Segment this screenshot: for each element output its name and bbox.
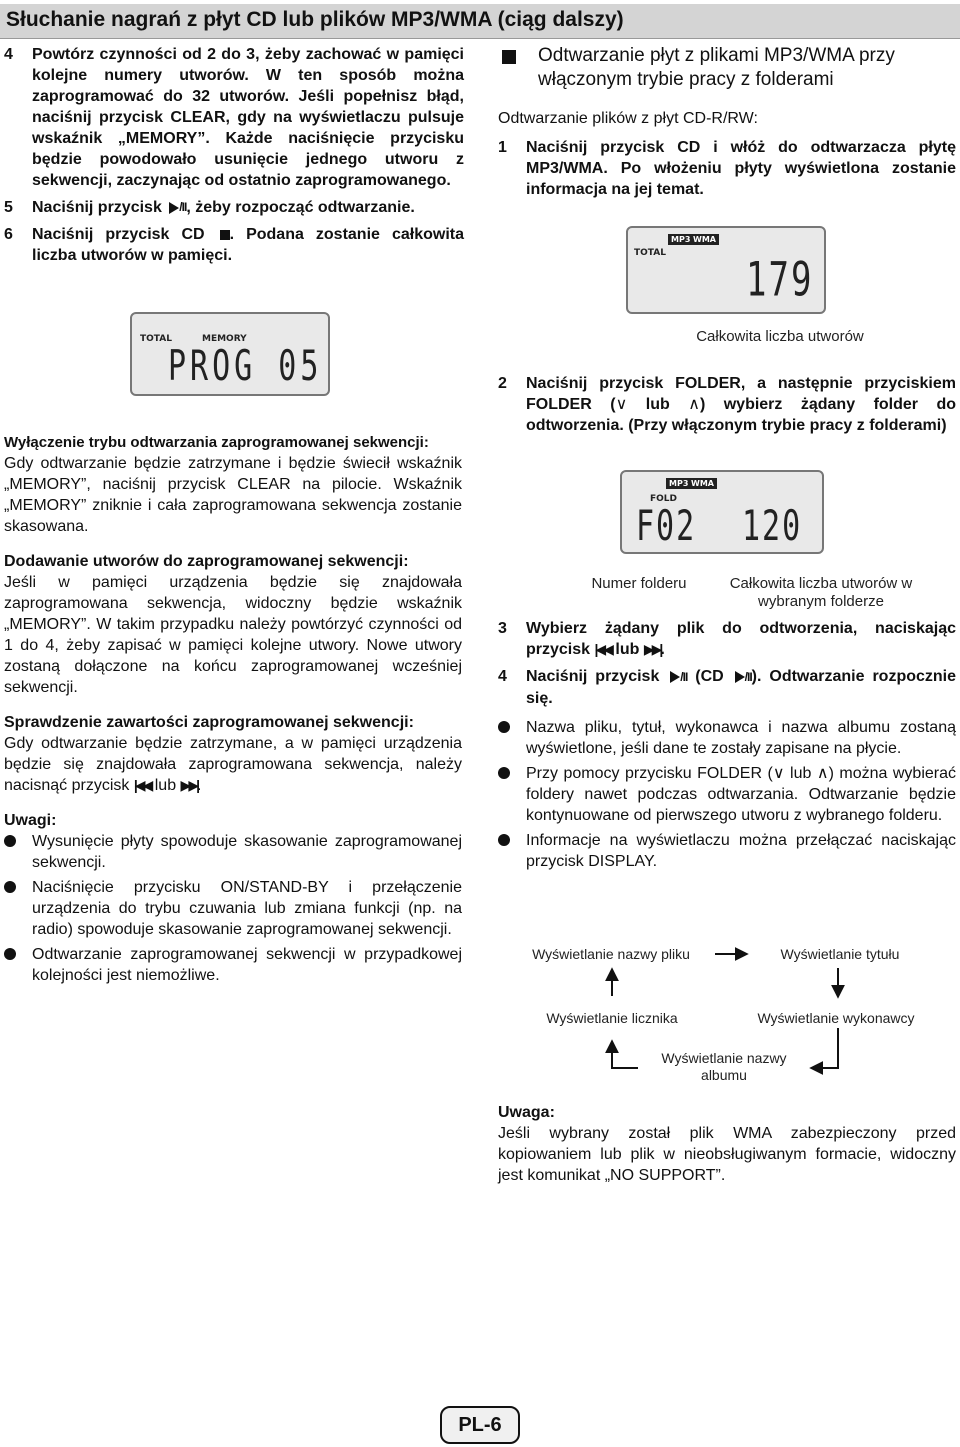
lcd-display-program [130, 312, 330, 396]
caption-total-tracks: Całkowita liczba utworów [696, 328, 864, 345]
step-text-cont: , żeby rozpocząć odtwarzanie. [186, 199, 415, 216]
add-heading: Dodawanie utworów do zaprogramowanej sekwencji: [4, 553, 409, 570]
skip-back-icon: |◀◀ [133, 777, 151, 794]
stop-icon [220, 230, 230, 240]
note-item: Wysunięcie płyty spowoduje skasowanie zaprogramowanej sekwencji. [4, 831, 462, 873]
skip-forward-icon: ▶▶| [643, 641, 661, 658]
bullet-dot-icon [498, 834, 510, 846]
chevron-down-icon: ∨ [615, 396, 628, 414]
lcd-segment-text: 179 [746, 252, 814, 308]
step-number: 2 [498, 375, 507, 392]
intro-text: Odtwarzanie plików z płyt CD-R/RW: [498, 110, 758, 127]
play-icon [735, 671, 745, 683]
step-number: 4 [498, 668, 507, 686]
step-4 [4, 44, 464, 191]
info-bullet: Informacje na wyświetlaczu można przełączać naciskając przycisk DISPLAY. [498, 830, 956, 872]
lcd-fold-label: FOLD [650, 494, 678, 504]
right-column-lower [498, 618, 956, 876]
skip-back-icon: |◀◀ [594, 641, 611, 658]
lcd-memory-label: MEMORY [202, 334, 247, 344]
lcd-segment-folder: F02 [636, 502, 697, 551]
lcd-total-label: TOTAL [140, 334, 172, 344]
lcd-segment-tracks: 120 [742, 502, 803, 551]
wma-note [498, 1102, 956, 1186]
info-bullet: Nazwa pliku, tytuł, wykonawca i nazwa albumu zostaną wyświetlone, jeśli dane te zostały zapisane na płycie. [498, 717, 956, 759]
lcd-segment-text: PROG 05 [168, 342, 323, 391]
page-header [0, 4, 960, 39]
step-text: Naciśnij przycisk CD [32, 226, 205, 244]
bullet-dot-icon [4, 835, 16, 847]
right-step-1 [498, 137, 956, 200]
page-number: PL-6 [440, 1406, 520, 1444]
flow-file-name: Wyświetlanie nazwy pliku [532, 946, 690, 962]
caption-folder-number: Numer folderu [591, 575, 687, 592]
bullet-dot-icon [498, 721, 510, 733]
lcd-mp3-badge: MP3 [666, 478, 691, 489]
lcd-total-label: TOTAL [634, 248, 666, 258]
bullet-dot-icon [498, 767, 510, 779]
step-number: 3 [498, 620, 507, 637]
note-text: Jeśli wybrany został plik WMA zabezpieczony przed kopiowaniem lub plik w nieobsługiwanym formacie, widoczny jest komunikat „NO SUPPORT”. [498, 1125, 956, 1184]
section-title: Odtwarzanie płyt z plikami MP3/WMA przy włączonym trybie pracy z folderami [498, 44, 956, 92]
left-column [4, 44, 464, 272]
chevron-up-icon: ∧ [816, 764, 829, 782]
step-number: 6 [4, 226, 13, 244]
step-number: 1 [498, 139, 507, 156]
flow-arrows [500, 940, 950, 1080]
add-section [4, 551, 462, 698]
play-icon [670, 671, 680, 683]
right-column-mid [498, 373, 956, 442]
check-text-end: . [197, 777, 202, 794]
flow-title: Wyświetlanie tytułu [780, 946, 900, 962]
left-column-lower [4, 432, 462, 990]
step-text: Naciśnij przycisk [32, 199, 162, 216]
step-number: 4 [4, 46, 13, 63]
flow-counter: Wyświetlanie licznika [546, 1010, 678, 1026]
lcd-wma-badge: WMA [688, 478, 717, 489]
notes-section [4, 810, 462, 986]
right-bullets [498, 717, 956, 872]
info-bullet: Przy pomocy przycisku FOLDER (∨ lub ∧) można wybierać foldery nawet podczas odtwarzania. Odtwarzanie będzie kontynuowane od pierwszego utworu z wybranego folderu. [498, 763, 956, 826]
flow-album: Wyświetlanie nazwy albumu [661, 1050, 787, 1083]
check-heading: Sprawdzenie zawartości zaprogramowanej sekwencji: [4, 714, 414, 731]
pause-icon: /II [179, 200, 187, 215]
step-text: Powtórz czynności od 2 do 3, żeby zachować w pamięci kolejne numery utworów. W ten sposób można zaprogramować do 32 utworów. Jeśli popełnisz błąd, naciśnij przycisk CLEAR, gdy na wyświetlaczu pulsuje wskaźnik „MEMORY”. Każde naciśnięcie przycisku będzie powodowało usunięcie jednego utworu z sekwencji, zaczynając od ostatnio zaprogramowanego. [32, 46, 464, 189]
right-step-2: 2 Naciśnij przycisk FOLDER, a następnie przyciskiem FOLDER (∨ lub ∧) wybierz żądany folder do odtworzenia. (Przy włączonym trybie pracy z folderami) [498, 375, 957, 435]
check-text-or: lub [154, 777, 177, 794]
cancel-section [4, 432, 462, 537]
pause-icon: /II [680, 669, 688, 684]
note-heading: Uwaga: [498, 1104, 555, 1121]
right-step-3: 3 Wybierz żądany plik do odtworzenia, naciskając przycisk |◀◀ lub ▶▶|. [498, 618, 956, 660]
add-text: Jeśli w pamięci urządzenia będzie się znajdowała zaprogramowana sekwencja, widoczny będzie wskaźnik „MEMORY”. W takim przypadku należy powtórzyć czynności od 1 do 4, żeby zapisać w pamięci kolejne utwory. Nowe utwory zostaną dołączone na końcu zaprogramowanej wcześniej sekwencji. [4, 574, 462, 696]
check-section [4, 712, 462, 796]
step-6 [4, 224, 464, 266]
note-item: Naciśnięcie przycisku ON/STAND-BY i przełączenie urządzenia do trybu czuwania lub zmiana funkcji (np. na radio) spowoduje skasowanie zaprogramowanej sekwencji. [4, 877, 462, 940]
flow-artist: Wyświetlanie wykonawcy [757, 1010, 915, 1026]
play-icon [169, 202, 179, 214]
lcd-display-folder [620, 470, 824, 554]
step-number: 5 [4, 199, 13, 216]
step-text: Naciśnij przycisk CD i włóż do odtwarzacza płytę MP3/WMA. Po włożeniu płyty wyświetlona zostanie informacja na jej temat. [526, 139, 956, 198]
cancel-text: Gdy odtwarzanie będzie zatrzymane i będzie świecił wskaźnik „MEMORY”, naciśnij przycisk CLEAR na pilocie. Wskaźnik „MEMORY” zniknie i cała zaprogramowana sekwencja zostanie skasowana. [4, 455, 462, 535]
arrow-album-to-counter [612, 1042, 638, 1068]
step-text-cont: . Podana zostanie całkowita liczba utworów w pamięci. [32, 226, 464, 265]
step-5 [4, 197, 464, 218]
note-item: Odtwarzanie zaprogramowanej sekwencji w przypadkowej kolejności jest niemożliwe. [4, 944, 462, 986]
check-text: Gdy odtwarzanie będzie zatrzymane, a w pamięci urządzenia będzie się znajdowała zaprogramowana sekwencja, należy nacisnąć przycisk [4, 735, 462, 794]
arrow-artist-to-album [812, 1028, 838, 1068]
skip-forward-icon: ▶▶| [180, 777, 197, 794]
right-step-4: 4 Naciśnij przycisk /II (CD /II). Odtwarzanie rozpocznie się. [498, 668, 957, 707]
chevron-up-icon: ∧ [688, 396, 700, 414]
lcd-wma-badge: WMA [690, 234, 719, 245]
bullet-dot-icon [4, 948, 16, 960]
lcd-display-total [626, 226, 826, 314]
notes-heading: Uwagi: [4, 812, 57, 830]
section-square-icon [502, 50, 516, 64]
cancel-heading: Wyłączenie trybu odtwarzania zaprogramowanej sekwencji: [4, 434, 429, 451]
pause-icon: /II [744, 669, 752, 684]
page-title: Słuchanie nagrań z płyt CD lub plików MP3/WMA (ciąg dalszy) [6, 8, 624, 31]
bullet-dot-icon [4, 881, 16, 893]
caption-total-in-folder: Całkowita liczba utworów w wybranym folderze [729, 575, 913, 610]
lcd-mp3-badge: MP3 [668, 234, 693, 245]
chevron-down-icon: ∨ [772, 764, 785, 782]
right-column [498, 44, 956, 206]
